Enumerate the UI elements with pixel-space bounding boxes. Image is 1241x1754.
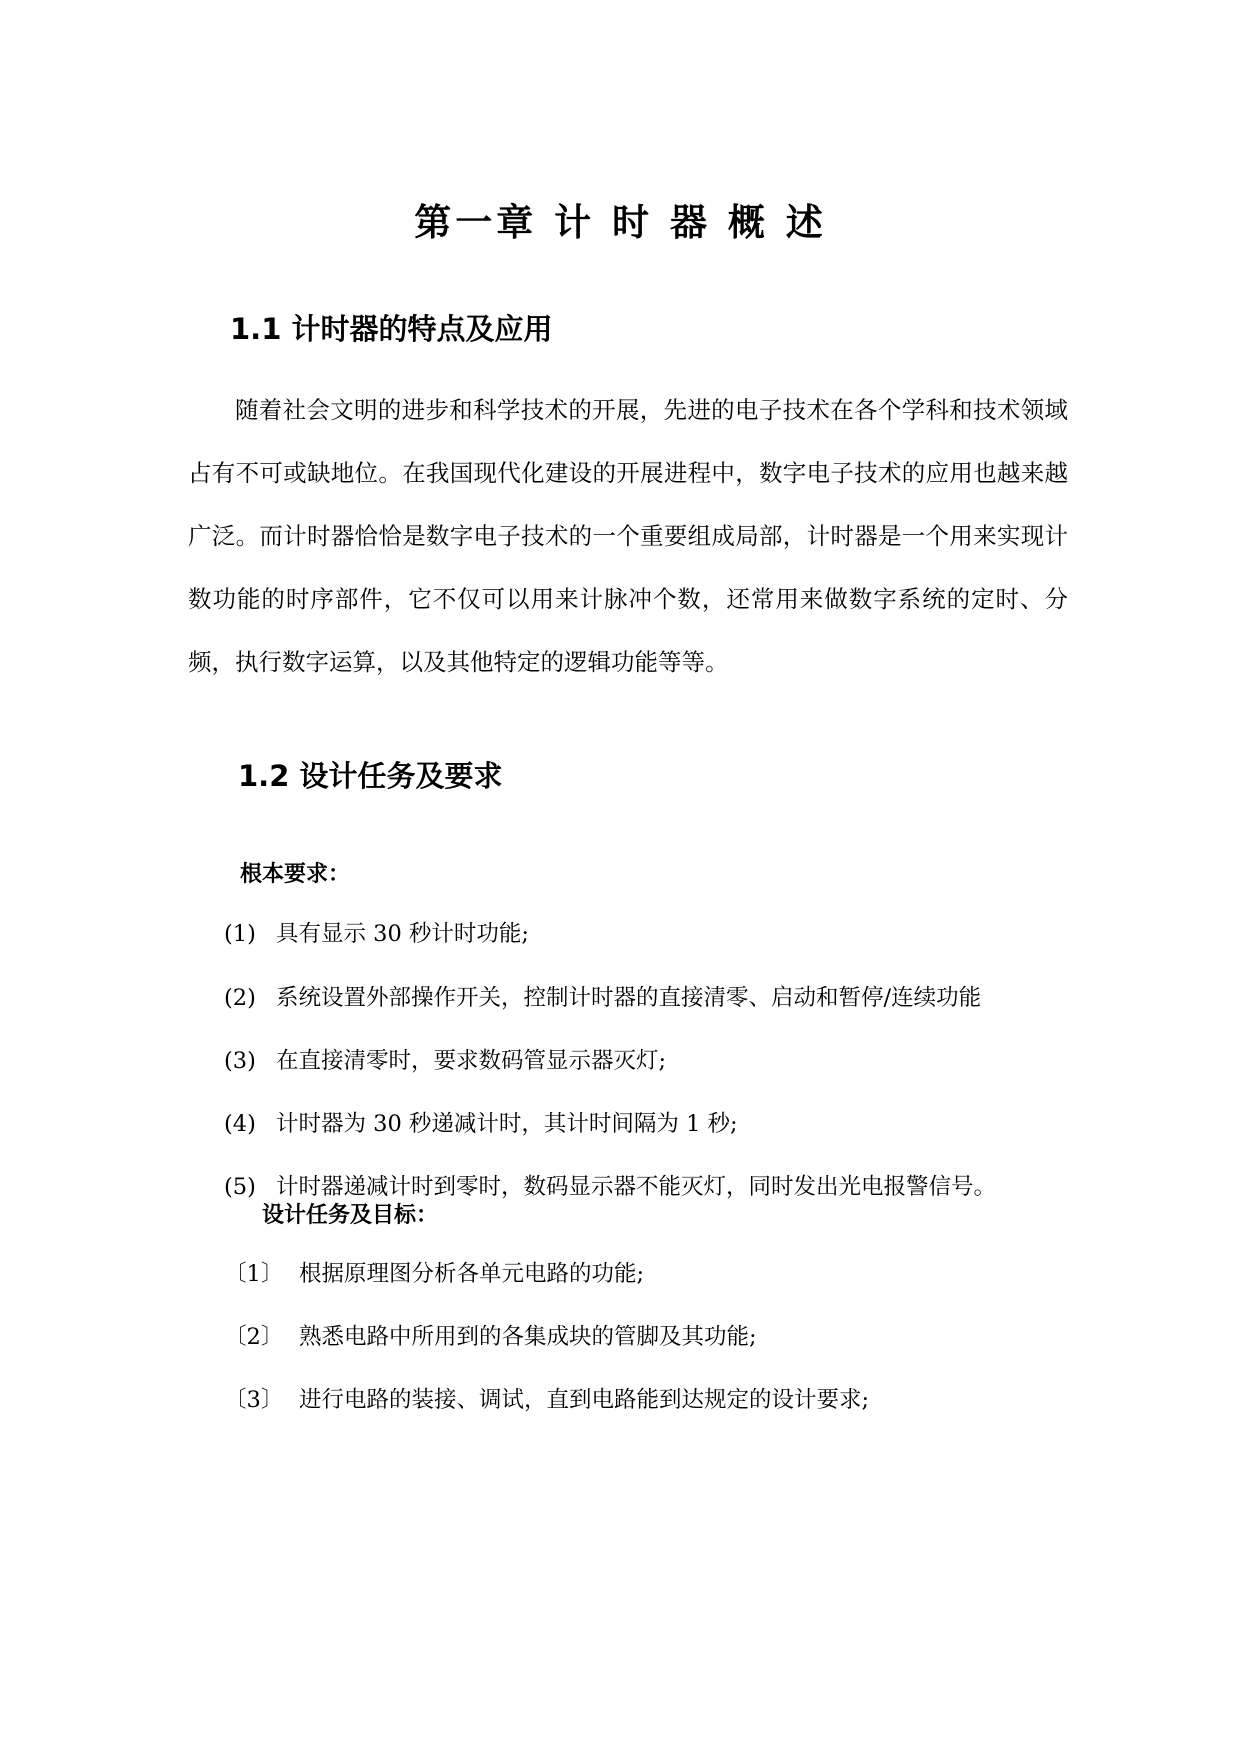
goal-text: 根据原理图分析各单元电路的功能; xyxy=(299,1261,645,1287)
requirement-number: (3) xyxy=(224,1048,256,1074)
requirement-number: (4) xyxy=(224,1111,256,1137)
section-heading-1-1: 1.1 计时器的特点及应用 xyxy=(230,312,553,346)
requirement-item xyxy=(224,1108,738,1140)
requirement-item xyxy=(224,918,529,950)
requirement-text: 具有显示 30 秒计时功能; xyxy=(276,921,530,947)
requirement-text: 计时器为 30 秒递减计时，其计时间隔为 1 秒; xyxy=(276,1111,738,1137)
requirement-item xyxy=(224,1045,666,1077)
requirement-text: 计时器递减计时到零时，数码显示器不能灭灯，同时发出光电报警信号。 xyxy=(276,1174,997,1200)
goal-number: 〔2〕 xyxy=(224,1324,284,1350)
goal-item xyxy=(224,1384,869,1416)
chapter-title: 第一章 计 时 器 概 述 xyxy=(414,201,827,244)
goal-number: 〔1〕 xyxy=(224,1261,284,1287)
goal-item xyxy=(224,1321,757,1353)
section-heading-1-2: 1.2 设计任务及要求 xyxy=(238,759,503,793)
requirement-text: 系统设置外部操作开关，控制计时器的直接清零、启动和暂停/连续功能 xyxy=(276,985,982,1011)
goal-text: 熟悉电路中所用到的各集成块的管脚及其功能; xyxy=(299,1324,757,1350)
requirements-title: 根本要求： xyxy=(240,862,351,887)
requirement-text: 在直接清零时，要求数码管显示器灭灯; xyxy=(276,1048,667,1074)
intro-paragraph: 随着社会文明的进步和科学技术的开展，先进的电子技术在各个学科和技术领域占有不可或缺地位。在我国现代化建设的开展进程中，数字电子技术的应用也越来越广泛。而计时器恰恰是数字电子技术的一个重要组成局部，计时器是一个用来实现计数功能的时序部件，它不仅可以用来计脉冲个数，还常用来做数字系统的定时、分频，执行数字运算，以及其他特定的逻辑功能等等。 xyxy=(188,396,1068,676)
requirement-number: (5) xyxy=(224,1174,256,1200)
requirement-number: (2) xyxy=(224,985,256,1011)
goals-title: 设计任务及目标： xyxy=(262,1203,439,1228)
goal-item xyxy=(224,1258,644,1290)
requirement-item xyxy=(224,1171,996,1203)
goal-text: 进行电路的装接、调试，直到电路能到达规定的设计要求; xyxy=(299,1387,870,1413)
requirement-item xyxy=(224,982,981,1014)
goal-number: 〔3〕 xyxy=(224,1387,284,1413)
requirement-number: (1) xyxy=(224,921,256,947)
